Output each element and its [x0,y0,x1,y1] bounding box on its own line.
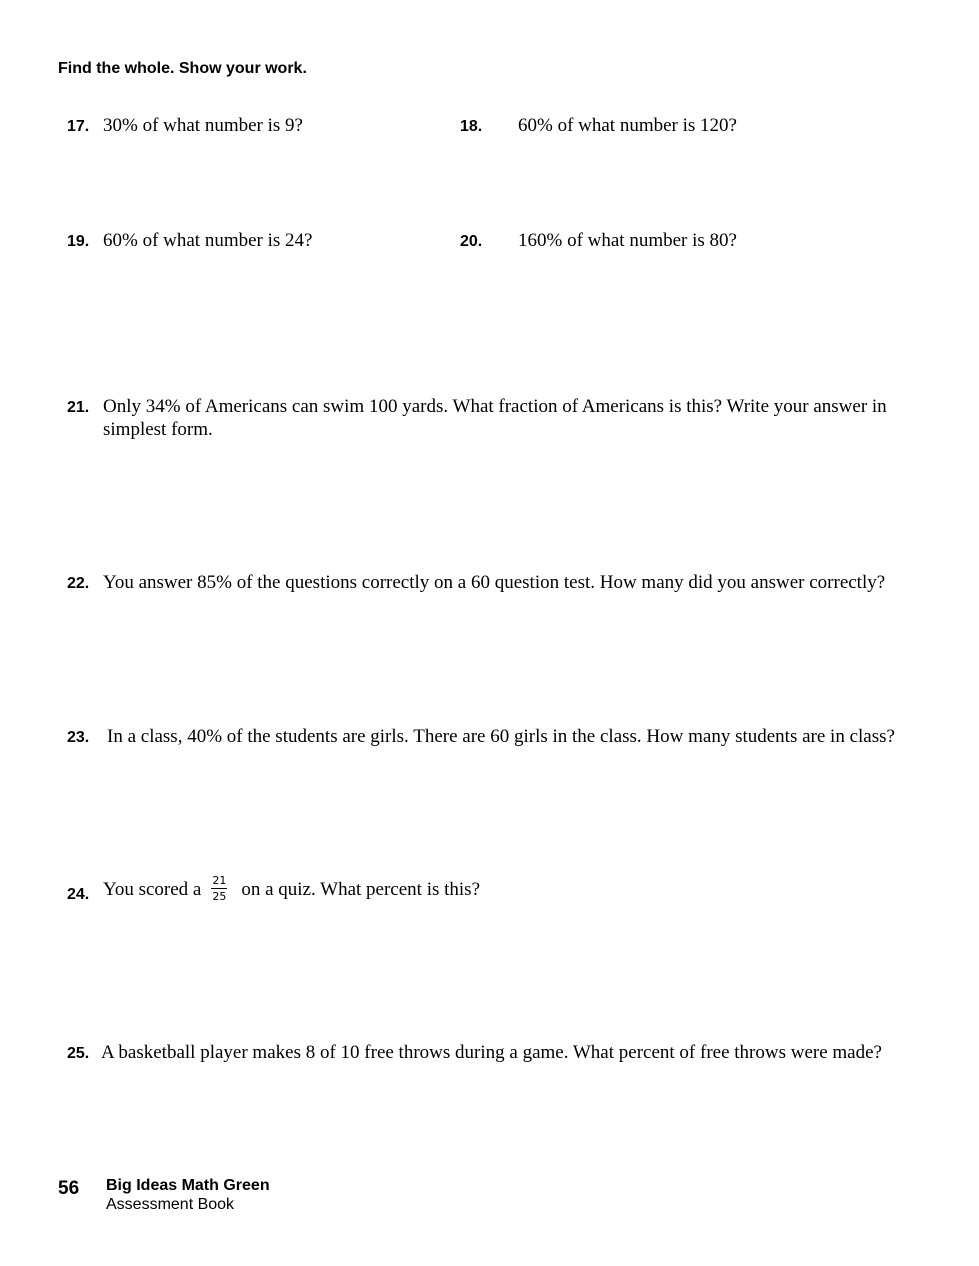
problem-number: 18. [460,118,483,135]
problem-number: 22. [67,575,90,592]
problem-text: In a class, 40% of the students are girls. There are 60 girls in the class. How many students are in class? [107,726,895,747]
book-title: Big Ideas Math Green [106,1177,270,1194]
problem-text: 60% of what number is 24? [103,230,313,251]
fraction-denominator: 25 [212,890,227,903]
problem-text-after: on a quiz. What percent is this? [241,878,481,900]
problem-text: 30% of what number is 9? [103,115,303,136]
problem-text: A basketball player makes 8 of 10 free throws during a game. What percent of free throws were made? [101,1042,882,1063]
book-subtitle: Assessment Book [106,1196,235,1213]
instructions-heading: Find the whole. Show your work. [58,60,307,77]
problem-text: 160% of what number is 80? [518,230,737,251]
problem-number: 19. [67,233,90,250]
problem-text-line-2: simplest form. [103,419,213,440]
problem-text: 60% of what number is 120? [518,115,737,136]
problem-text [103,876,480,905]
fraction [211,874,227,903]
problem-number: 25. [67,1045,90,1062]
problem-number: 17. [67,118,90,135]
page-number: 56 [58,1178,80,1199]
fraction-numerator: 21 [212,874,227,887]
problem-number: 20. [460,233,483,250]
problem-text: You answer 85% of the questions correctly on a 60 question test. How many did you answer correctly? [103,572,886,593]
problem-text-line-1: Only 34% of Americans can swim 100 yards. What fraction of Americans is this? Write your answer in [103,396,887,417]
problem-number: 21. [67,399,90,416]
problem-number: 24. [67,886,90,903]
problem-text-before: You scored a [103,878,202,900]
problem-number: 23. [67,729,90,746]
